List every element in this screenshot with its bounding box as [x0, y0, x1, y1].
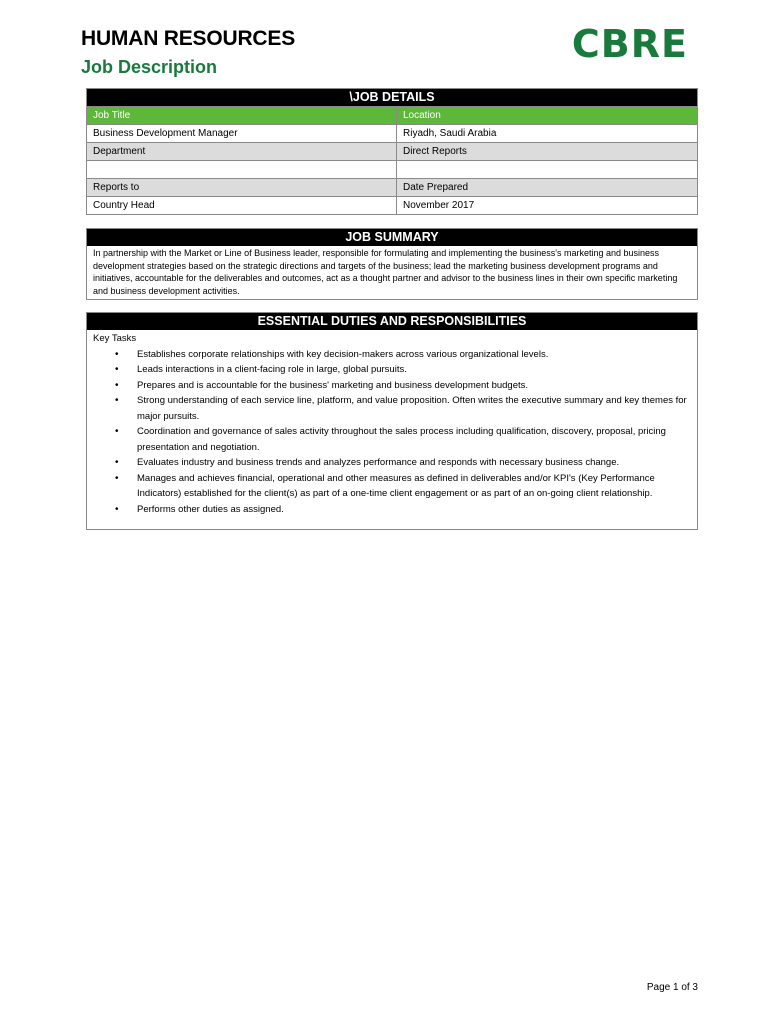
job-details-cell-right: Riyadh, Saudi Arabia — [397, 125, 698, 143]
task-list — [93, 347, 691, 518]
job-details-cell-left: Department — [87, 143, 397, 161]
job-details-cell-right: Location — [397, 107, 698, 125]
job-details-row — [87, 107, 697, 125]
job-details-cell-right — [397, 161, 698, 179]
task-item — [93, 362, 691, 378]
job-details-cell-left: Business Development Manager — [87, 125, 397, 143]
job-details-cell-right: Date Prepared — [397, 179, 698, 197]
task-item — [93, 424, 691, 455]
job-summary-text: In partnership with the Market or Line of Business leader, responsible for formulating and implementing the business's marketing and business development strategies based on the strategic directions and targets of the business; lead the marketing business development programs and initiatives, accountable for the deliverables and outcomes, act as a thought partner and advisor to the business lines in their own specific marketing and business development activities. — [93, 248, 678, 296]
bullet-icon: • — [115, 503, 119, 515]
bullet-icon: • — [115, 379, 119, 391]
task-item — [93, 347, 691, 363]
cbre-logo: CBRE — [571, 22, 688, 66]
bullet-icon: • — [115, 472, 119, 484]
job-details-row — [87, 161, 697, 179]
job-details-row — [87, 197, 697, 215]
duties-body — [87, 330, 697, 529]
task-item — [93, 393, 691, 424]
task-item — [93, 378, 691, 394]
bullet-icon: • — [115, 364, 119, 375]
job-details-cell-right: Direct Reports — [397, 143, 698, 161]
duties-header: ESSENTIAL DUTIES AND RESPONSIBILITIES — [87, 313, 697, 330]
job-summary-section — [86, 228, 698, 300]
job-details-row — [87, 179, 697, 197]
job-details-cell-left: Reports to — [87, 179, 397, 197]
job-details-section — [86, 88, 698, 215]
document-type-title: Job Description — [81, 57, 218, 77]
job-summary-header: JOB SUMMARY — [87, 229, 697, 246]
bullet-icon: • — [115, 348, 119, 360]
task-item — [93, 502, 691, 518]
bullet-icon: • — [115, 395, 119, 406]
key-tasks-heading: Key Tasks — [93, 333, 137, 344]
task-text: Coordination and governance of sales activity throughout the sales process including qualification, discovery, proposal, pricing presentation and negotiation. — [137, 426, 666, 453]
task-text: Leads interactions in a client-facing role in large, global pursuits. — [137, 364, 407, 375]
job-details-header: \JOB DETAILS — [87, 89, 697, 106]
page-header — [81, 26, 295, 82]
job-details-cell-left — [87, 161, 397, 179]
task-text: Manages and achieves financial, operational and other measures as defined in deliverables and/or KPI's (Key Performance Indicators) established for the client(s) as part of a one-time client engagement or as part of an on-going client relationship. — [137, 472, 655, 499]
job-details-table — [87, 106, 697, 214]
department-title: HUMAN RESOURCES — [81, 27, 296, 50]
task-text: Performs other duties as assigned. — [137, 503, 284, 515]
job-details-cell-right: November 2017 — [397, 197, 698, 215]
job-details-row — [87, 143, 697, 161]
task-item — [93, 471, 691, 502]
job-details-cell-left: Job Title — [87, 107, 397, 125]
task-text: Establishes corporate relationships with key decision-makers across various organizational levels. — [137, 348, 549, 360]
bullet-icon: • — [115, 457, 119, 468]
task-text: Evaluates industry and business trends and analyzes performance and responds with necessary business change. — [137, 457, 620, 468]
job-details-cell-left: Country Head — [87, 197, 397, 215]
page-number: Page 1 of 3 — [646, 982, 698, 993]
task-text: Strong understanding of each service line, platform, and value proposition. Often writes the executive summary and key themes for major pursuits. — [137, 395, 687, 422]
task-item — [93, 455, 691, 471]
duties-section — [86, 312, 698, 530]
bullet-icon: • — [115, 426, 119, 437]
task-text: Prepares and is accountable for the business' marketing and business development budgets. — [137, 379, 529, 391]
job-details-row — [87, 125, 697, 143]
